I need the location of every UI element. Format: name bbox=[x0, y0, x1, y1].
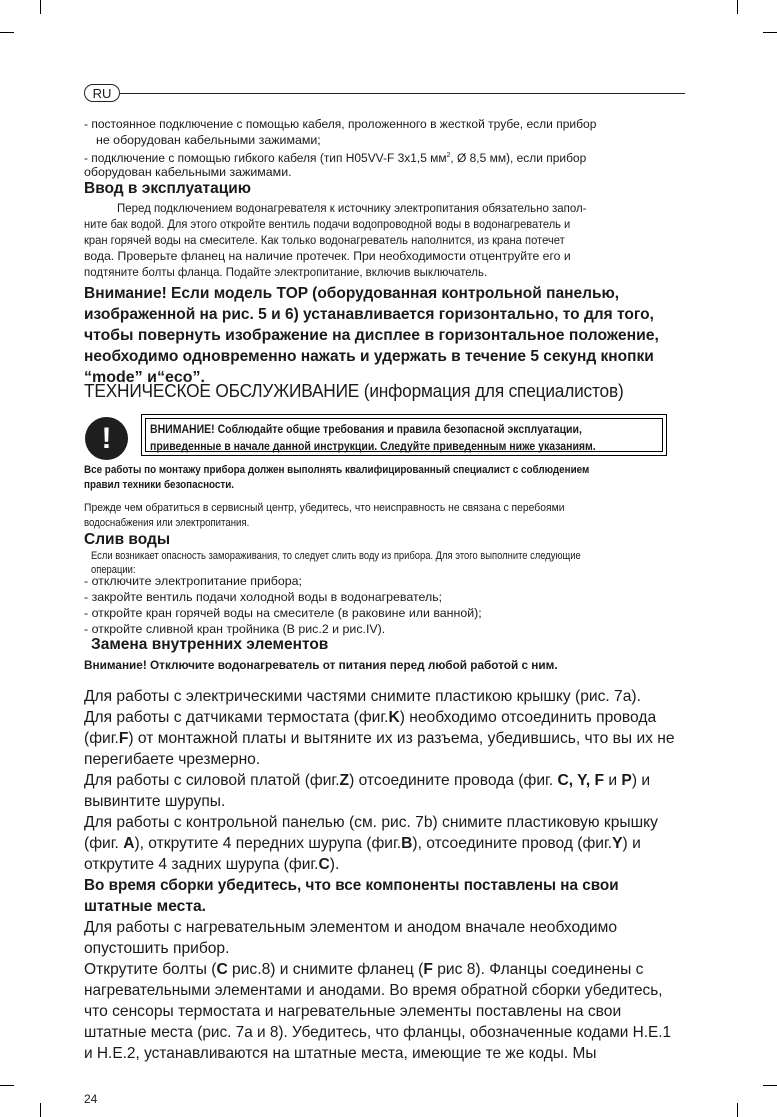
crop-mark bbox=[737, 0, 738, 14]
body-line: Для работы с нагревательным элементом и анодом вначале необходимо bbox=[84, 919, 618, 936]
body-line: Для работы с силовой платой (фиг.Z) отсоедините провода (фиг. C, Y, F и P) и bbox=[84, 772, 651, 789]
assembly-note: штатные места. bbox=[84, 898, 207, 915]
service-line: Прежде чем обратиться в сервисный центр, убедитесь, что неисправность не связана с перебоями bbox=[84, 502, 565, 514]
commissioning-line: Перед подключением водонагревателя к источнику электропитания обязательно запол- bbox=[117, 201, 587, 215]
body-line: перегибаете чрезмерно. bbox=[84, 751, 261, 768]
page-number: 24 bbox=[84, 1092, 98, 1106]
drain-line: операции: bbox=[91, 564, 136, 576]
crop-mark bbox=[40, 1103, 41, 1117]
crop-mark bbox=[737, 1103, 738, 1117]
drain-step: - откройте кран горячей воды на смесителе (в раковине или ванной); bbox=[84, 606, 482, 620]
commissioning-line: подтяните болты фланца. Подайте электропитание, включив выключатель. bbox=[84, 265, 488, 279]
intro-line: не оборудован кабельными зажимами; bbox=[96, 133, 321, 147]
replace-warning: Внимание! Отключите водонагреватель от питания перед любой работой с ним. bbox=[84, 658, 558, 672]
warning-line: приведенные в начале данной инструкции. Следуйте приведенным ниже указаниям. bbox=[150, 438, 596, 453]
warning-icon: ! bbox=[85, 417, 128, 460]
section-title-commissioning: Ввод в эксплуатацию bbox=[84, 180, 252, 197]
assembly-note: Во время сборки убедитесь, что все компоненты поставлены на свои bbox=[84, 877, 619, 894]
section-title-drain: Слив воды bbox=[84, 531, 171, 548]
attention-line: Внимание! Если модель TOP (оборудованная контрольной панелью, bbox=[84, 285, 620, 302]
warning-line: ВНИМАНИЕ! Соблюдайте общие требования и правила безопасной эксплуатации, bbox=[150, 422, 582, 436]
section-title-maintenance: ТЕХНИЧЕСКОЕ ОБСЛУЖИВАНИЕ (информация для специалистов) bbox=[84, 381, 624, 401]
header-rule bbox=[120, 93, 685, 94]
qualification-line: Все работы по монтажу прибора должен выполнять квалифицированный специалист с соблюдением bbox=[84, 464, 590, 476]
intro-line: - подключение с помощью гибкого кабеля (тип H05VV-F 3x1,5 $мм^2$, Ø 8,5 мм), если прибор bbox=[84, 151, 587, 166]
body-line: Для работы с электрическими частями снимите пластикою крышку (рис. 7а). bbox=[84, 688, 641, 705]
body-line: Для работы с контрольной панелью (см. рис. 7b) снимите пластиковую крышку bbox=[84, 814, 658, 831]
drain-line: Если возникает опасность замораживания, то следует слить воду из прибора. Для этого выполните следующие bbox=[91, 550, 581, 562]
body-line: штатные места (рис. 7а и 8). Убедитесь, что фланцы, обозначенные кодами Н.Е.1 bbox=[84, 1024, 672, 1041]
crop-mark bbox=[763, 32, 777, 33]
service-line: водоснабжения или электропитания. bbox=[84, 517, 250, 529]
body-line: что сенсоры термостата и нагревательные элементы поставлены на свои bbox=[84, 1003, 622, 1020]
body-line: открутите 4 задних шурупа (фиг.C). bbox=[84, 856, 340, 873]
crop-mark bbox=[0, 1085, 14, 1086]
body-line: (фиг.F) от монтажной платы и вытяните их из разъема, убедившись, что вы их не bbox=[84, 730, 675, 747]
attention-line: изображенной на рис. 5 и 6) устанавливается горизонтально, то для того, bbox=[84, 306, 654, 323]
intro-line: - постоянное подключение с помощью кабеля, проложенного в жесткой трубе, если прибор bbox=[84, 117, 597, 131]
attention-line: чтобы повернуть изображение на дисплее в горизонтальное положение, bbox=[84, 327, 659, 344]
warning-box bbox=[141, 414, 667, 456]
commissioning-line: кран горячей воды на смесителе. Как только водонагреватель наполнится, из крана потечет bbox=[84, 233, 565, 247]
crop-mark bbox=[763, 1085, 777, 1086]
qualification-line: правил техники безопасности. bbox=[84, 479, 235, 491]
drain-step: - откройте сливной кран тройника (В рис.2 и рис.IV). bbox=[84, 622, 386, 636]
drain-step: - отключите электропитание прибора; bbox=[84, 574, 302, 588]
attention-line: “mode” и“eco”. bbox=[84, 369, 205, 386]
drain-step: - закройте вентиль подачи холодной воды в водонагреватель; bbox=[84, 590, 443, 604]
section-title-replace: Замена внутренних элементов bbox=[91, 636, 329, 653]
commissioning-line: вода. Проверьте фланец на наличие протечек. При необходимости отцентруйте его и bbox=[84, 249, 571, 263]
body-line: нагревательными элементами и анодами. Во время обратной сборки убедитесь, bbox=[84, 982, 663, 999]
language-badge: RU bbox=[84, 84, 120, 102]
body-line: и Н.Е.2, устанавливаются на штатные места, имеющие те же коды. Мы bbox=[84, 1045, 597, 1062]
body-line: (фиг. A), открутите 4 передних шурупа (фиг.B), отсоедините провод (фиг.Y) и bbox=[84, 835, 641, 852]
body-line: вывинтите шурупы. bbox=[84, 793, 226, 810]
body-line: Открутите болты (C рис.8) и снимите фланец (F рис 8). Фланцы соединены с bbox=[84, 961, 644, 978]
body-line: Для работы с датчиками термостата (фиг.K) необходимо отсоединить провода bbox=[84, 709, 657, 726]
intro-line: оборудован кабельными зажимами. bbox=[84, 165, 292, 179]
crop-mark bbox=[40, 0, 41, 14]
commissioning-line: ните бак водой. Для этого откройте вентиль подачи водопроводной воды в водонагреватель и bbox=[84, 217, 571, 231]
crop-mark bbox=[0, 32, 14, 33]
body-line: опустошить прибор. bbox=[84, 940, 230, 957]
attention-line: необходимо одновременно нажать и удержать в течение 5 секунд кнопки bbox=[84, 348, 654, 365]
